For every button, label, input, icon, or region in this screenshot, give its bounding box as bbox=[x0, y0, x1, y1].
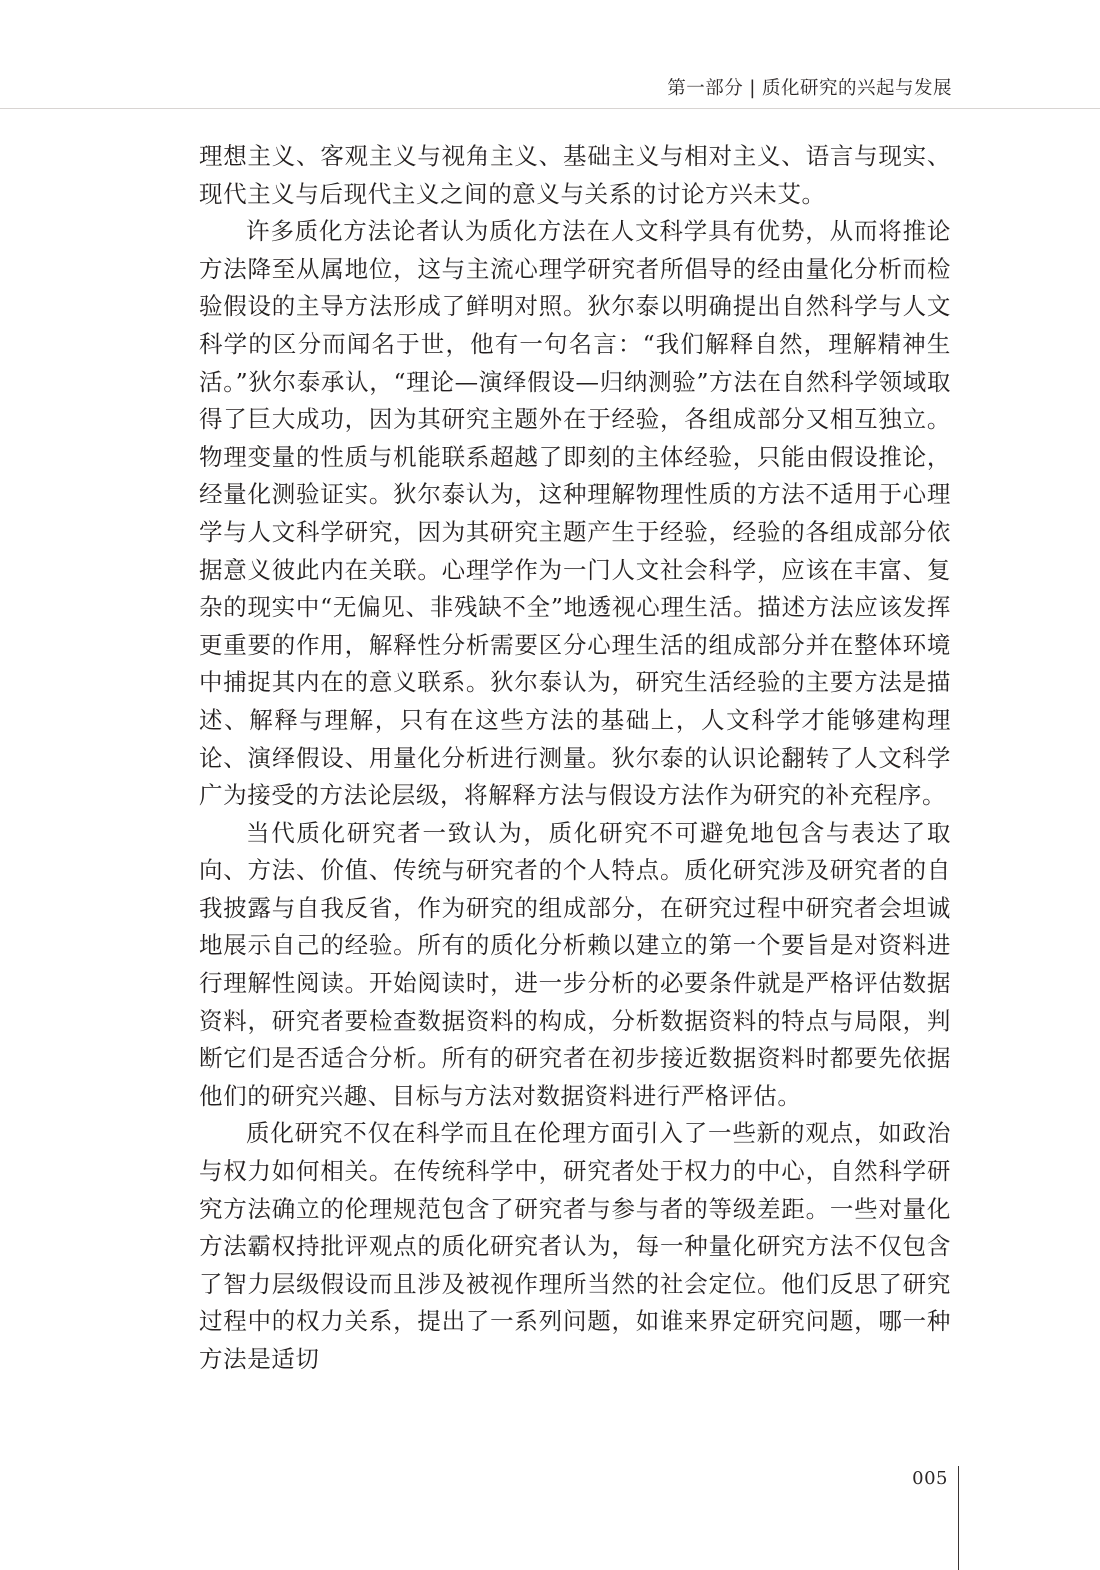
paragraph: 许多质化方法论者认为质化方法在人文科学具有优势，从而将推论方法降至从属地位，这与主流心理学研究者所倡导的经由量化分析而检验假设的主导方法形成了鲜明对照。狄尔泰以明确提出自然科学与人文科学的区分而闻名于世，他有一句名言：“我们解释自然，理解精神生活。”狄尔泰承认，“理论—演绎假设—归纳测验”方法在自然科学领域取得了巨大成功，因为其研究主题外在于经验，各组成部分又相互独立。物理变量的性质与机能联系超越了即刻的主体经验，只能由假设推论，经量化测验证实。狄尔泰认为，这种理解物理性质的方法不适用于心理学与人文科学研究，因为其研究主题产生于经验，经验的各组成部分依据意义彼此内在关联。心理学作为一门人文社会科学，应该在丰富、复杂的现实中“无偏见、非残缺不全”地透视心理生活。描述方法应该发挥更重要的作用，解释性分析需要区分心理生活的组成部分并在整体环境中捕捉其内在的意义联系。狄尔泰认为，研究生活经验的主要方法是描述、解释与理解，只有在这些方法的基础上，人文科学才能够建构理论、演绎假设、用量化分析进行测量。狄尔泰的认识论翻转了人文科学广为接受的方法论层级，将解释方法与假设方法作为研究的补充程序。 bbox=[199, 217, 951, 810]
page-body bbox=[199, 138, 951, 1379]
paragraph: 质化研究不仅在科学而且在伦理方面引入了一些新的观点，如政治与权力如何相关。在传统科学中，研究者处于权力的中心，自然科学研究方法确立的伦理规范包含了研究者与参与者的等级差距。一些对量化方法霸权持批评观点的质化研究者认为，每一种量化研究方法不仅包含了智力层级假设而且涉及被视作理所当然的社会定位。他们反思了研究过程中的权力关系，提出了一系列问题，如谁来界定研究问题，哪一种方法是适切 bbox=[199, 1119, 951, 1373]
page-number: 005 bbox=[912, 1468, 948, 1489]
running-head bbox=[667, 74, 952, 100]
running-head-part: 第一部分 bbox=[667, 78, 744, 99]
paragraph: 理想主义、客观主义与视角主义、基础主义与相对主义、语言与现实、现代主义与后现代主义之间的意义与关系的讨论方兴未艾。 bbox=[199, 142, 951, 208]
running-head-chapter-title: 质化研究的兴起与发展 bbox=[761, 78, 952, 99]
header-divider bbox=[0, 108, 1100, 109]
paragraph: 当代质化研究者一致认为，质化研究不可避免地包含与表达了取向、方法、价值、传统与研究者的个人特点。质化研究涉及研究者的自我披露与自我反省，作为研究的组成部分，在研究过程中研究者会坦诚地展示自己的经验。所有的质化分析赖以建立的第一个要旨是对资料进行理解性阅读。开始阅读时，进一步分析的必要条件就是严格评估数据资料，研究者要检查数据资料的构成，分析数据资料的特点与局限，判断它们是否适合分析。所有的研究者在初步接近数据资料时都要先依据他们的研究兴趣、目标与方法对数据资料进行严格评估。 bbox=[199, 818, 951, 1110]
running-head-separator: | bbox=[749, 78, 756, 99]
footer-vertical-rule bbox=[958, 1466, 959, 1570]
